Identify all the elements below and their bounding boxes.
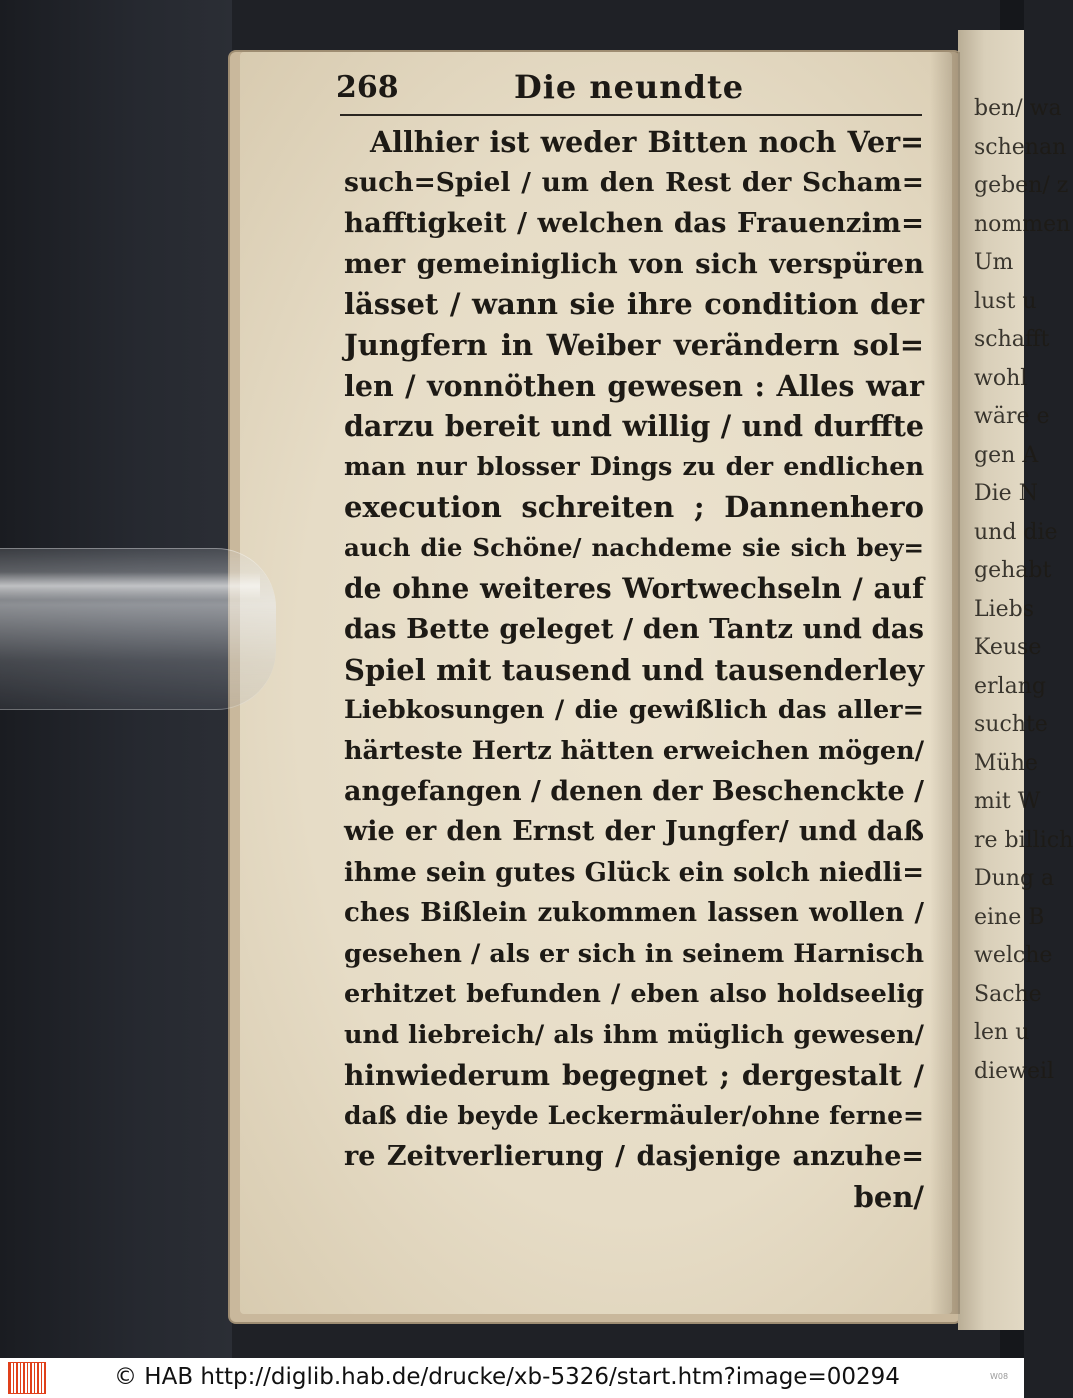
facing-page-line: Um xyxy=(974,250,1014,275)
facing-page-line: ben/ wa xyxy=(974,96,1062,121)
running-head: Die neundte xyxy=(514,68,745,106)
facing-page-fragment xyxy=(958,30,1073,1330)
facing-page-line: Liebs xyxy=(974,596,1035,622)
facing-page-line: gen A xyxy=(974,442,1039,468)
facing-page-line: Keuse xyxy=(974,635,1042,660)
text-line: wie er den Ernst der Jungfer/ und daß xyxy=(344,816,924,848)
text-line: re Zeitverlierung / dasjenige anzuhe= xyxy=(344,1140,924,1172)
text-line: Jungfern in Weiber verändern sol= xyxy=(344,327,924,362)
text-line: execution schreiten ; Dannenhero xyxy=(344,490,924,525)
facing-page-line: suchte xyxy=(974,712,1048,737)
gutter-shadow xyxy=(930,52,960,1314)
facing-page-line: lust u xyxy=(974,288,1037,314)
text-line: hafftigkeit / welchen das Frauenzim= xyxy=(344,207,924,240)
facing-page-line: eine B xyxy=(974,904,1045,930)
header-rule xyxy=(340,114,922,116)
facing-page-line: re billich xyxy=(974,827,1073,853)
facing-page-line: mit W xyxy=(974,789,1041,814)
facing-page-line: len u xyxy=(974,1020,1030,1045)
text-line: daß die beyde Leckermäuler/ohne ferne= xyxy=(344,1101,924,1131)
facing-page-line: erlang xyxy=(974,673,1046,699)
footer-mark: W08 xyxy=(990,1372,1009,1381)
facing-page-line: gehabt xyxy=(974,558,1052,583)
hab-logo-icon xyxy=(8,1362,46,1394)
text-line: gesehen / als er sich in seinem Harnisch xyxy=(344,938,924,969)
facing-page-line: schafft xyxy=(974,327,1050,352)
text-line: das Bette geleget / den Tantz und das xyxy=(344,613,924,646)
page-text-block xyxy=(344,122,924,1218)
text-line: mer gemeiniglich von sich verspüren xyxy=(344,247,924,280)
text-line: Allhier ist weder Bitten noch Ver= xyxy=(370,125,924,159)
glass-page-holder-shine xyxy=(0,572,260,600)
facing-page-line: wohl xyxy=(974,365,1028,391)
text-line: man nur blosser Dings zu der endlichen xyxy=(344,451,924,482)
page-number: 268 xyxy=(336,70,399,105)
facing-page-text xyxy=(974,90,1073,1091)
text-line: angefangen / denen der Beschenckte / xyxy=(344,775,924,807)
facing-page-line: nommen xyxy=(974,211,1071,237)
facing-page-line: schenan xyxy=(974,134,1067,160)
text-line: erhitzet befunden / eben also holdseelig xyxy=(344,979,924,1010)
text-line: ches Bißlein zukommen lassen wollen / xyxy=(344,898,924,929)
facing-page-line: wäre e xyxy=(974,404,1050,429)
text-line: lässet / wann sie ihre condition der xyxy=(344,287,924,322)
facing-page-line: Mühe xyxy=(974,750,1038,776)
text-line: Spiel mit tausend und tausenderley xyxy=(344,652,924,687)
text-line: de ohne weiteres Wortwechseln / auf xyxy=(344,571,924,605)
copyright-link[interactable]: © HAB http://diglib.hab.de/drucke/xb-5326/start.htm?image=00294 xyxy=(114,1364,900,1390)
footer-bar xyxy=(0,1358,1024,1398)
text-line: ben/ xyxy=(853,1180,924,1215)
facing-page-line: dieweil xyxy=(974,1058,1055,1084)
text-line: ihme sein gutes Glück ein solch niedli= xyxy=(344,857,924,888)
text-line: darzu bereit und willig / und durffte xyxy=(344,409,924,444)
text-line: hinwiederum begegnet ; dergestalt / xyxy=(344,1058,924,1092)
text-line: härteste Hertz hätten erweichen mögen/ xyxy=(344,735,925,766)
facing-page-line: und die xyxy=(974,519,1058,545)
text-line: such=Spiel / um den Rest der Scham= xyxy=(344,166,924,198)
facing-page-line: Sache xyxy=(974,981,1042,1007)
text-line: und liebreich/ als ihm müglich gewesen/ xyxy=(344,1020,924,1051)
facing-page-line: Dung a xyxy=(974,866,1055,891)
text-line: Liebkosungen / die gewißlich das aller= xyxy=(344,695,924,726)
facing-page-line: Die N xyxy=(974,481,1038,506)
page-header xyxy=(336,62,926,110)
facing-page-line: welche xyxy=(974,943,1053,968)
facing-page-line: geben/ z xyxy=(974,173,1069,198)
text-line: auch die Schöne/ nachdeme sie sich bey= xyxy=(344,532,924,562)
text-line: len / vonnöthen gewesen : Alles war xyxy=(344,368,924,403)
